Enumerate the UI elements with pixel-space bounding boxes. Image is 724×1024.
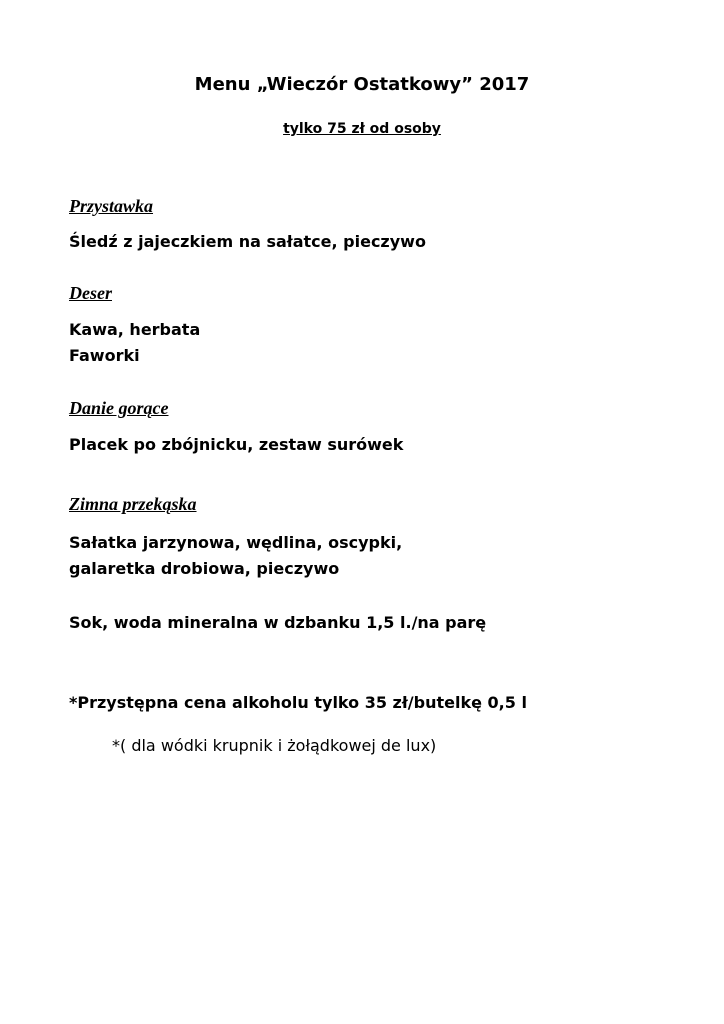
menu-item: galaretka drobiowa, pieczywo — [69, 559, 340, 578]
section-heading-deser: Deser — [69, 283, 112, 303]
section-heading-przystawka: Przystawka — [69, 196, 154, 216]
menu-item: Sałatka jarzynowa, wędlina, oscypki, — [69, 533, 403, 552]
section-heading-zimna-przekaska: Zimna przekąska — [69, 494, 197, 514]
menu-item: Śledź z jajeczkiem na sałatce, pieczywo — [69, 232, 426, 251]
menu-item: Faworki — [69, 346, 140, 365]
menu-item: Kawa, herbata — [69, 320, 201, 339]
section-heading-danie-gorace: Danie gorące — [69, 398, 169, 418]
menu-item: Placek po zbójnicku, zestaw surówek — [69, 435, 404, 454]
page-title: Menu „Wieczór Ostatkowy” 2017 — [194, 74, 530, 95]
alcohol-note: *( dla wódki krupnik i żołądkowej de lux) — [112, 736, 437, 755]
drinks-line: Sok, woda mineralna w dzbanku 1,5 l./na parę — [69, 613, 487, 632]
price-subtitle: tylko 75 zł od osoby — [283, 121, 441, 137]
alcohol-offer: *Przystępna cena alkoholu tylko 35 zł/butelkę 0,5 l — [69, 693, 527, 712]
